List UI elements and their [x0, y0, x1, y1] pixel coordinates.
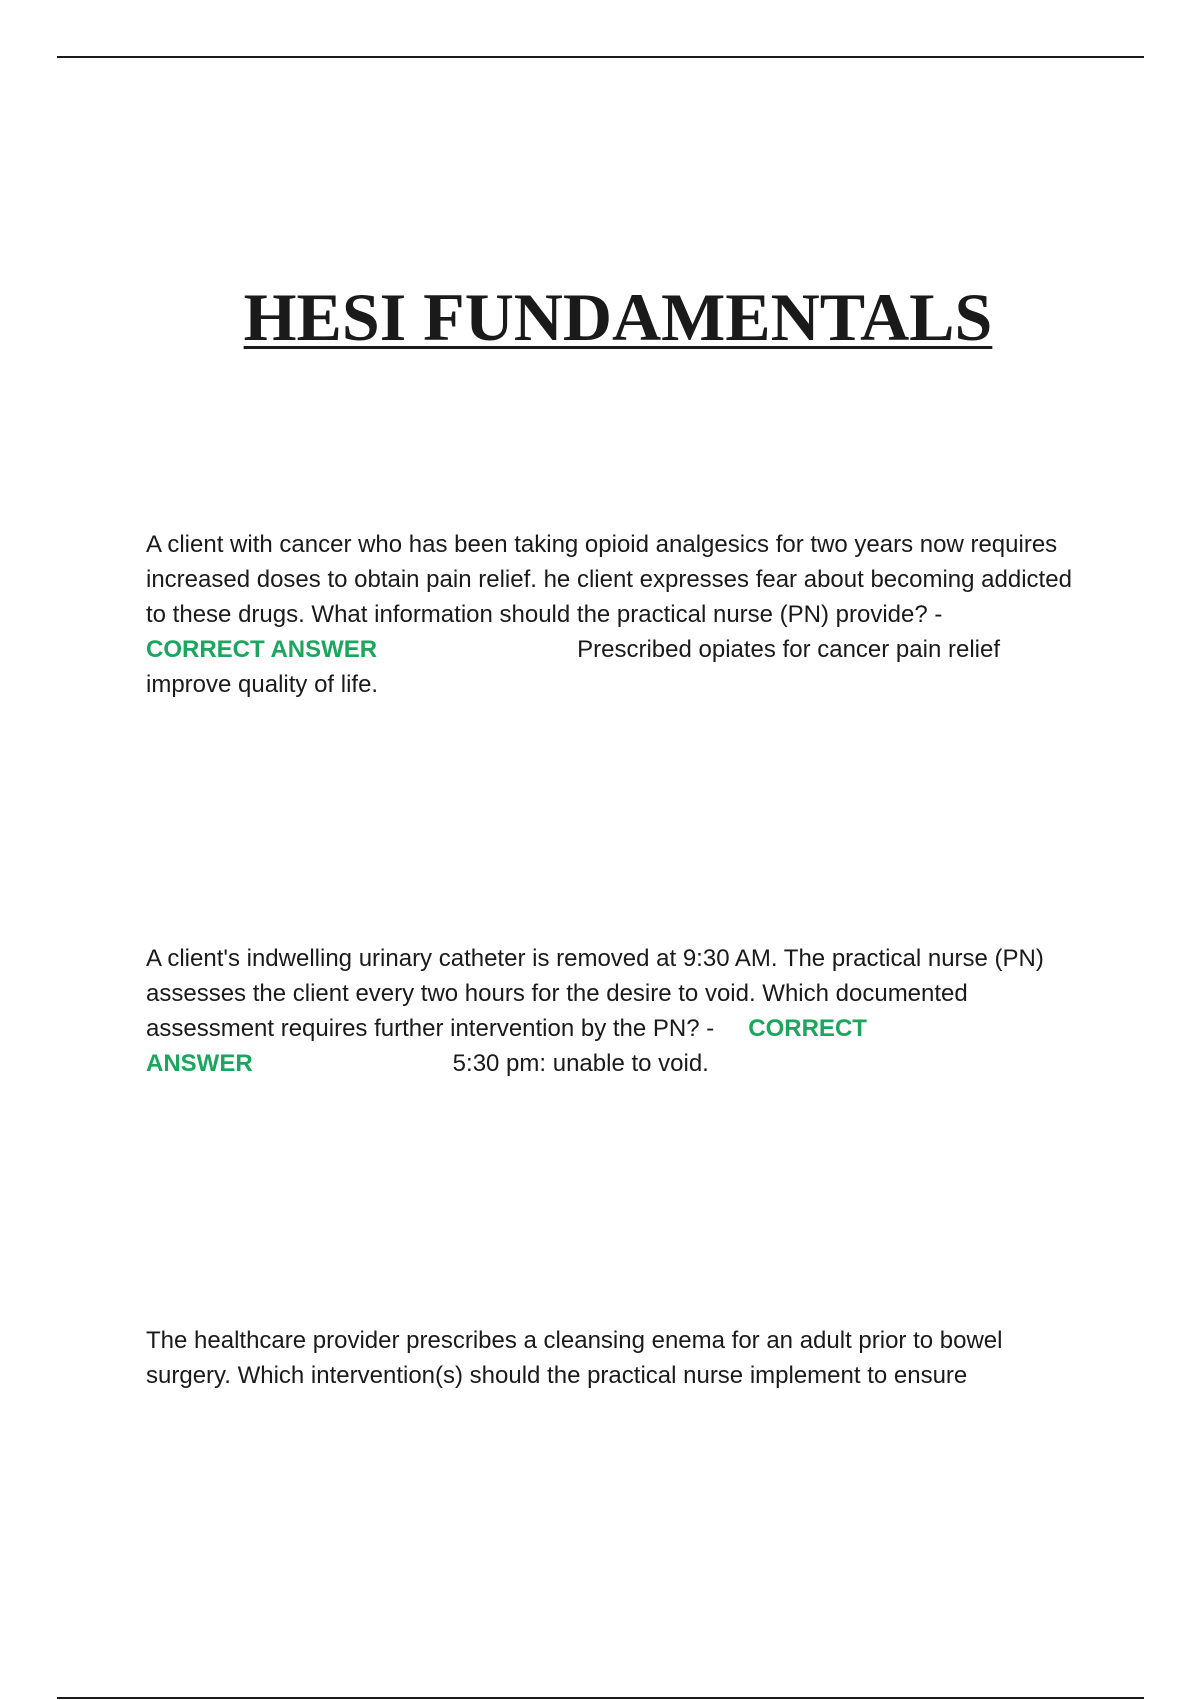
question-text: A client's indwelling urinary catheter is removed at 9:30 AM. The practical nurse (PN) assesses the client every two hours for the desire to void. Which documented assessment requires further intervention by the PN? - — [146, 945, 1044, 1042]
correct-answer-label: CORRECT ANSWER — [146, 636, 378, 663]
question-text: A client with cancer who has been taking opioid analgesics for two years now requires increased doses to obtain pain relief. he client expresses fear about becoming addicted to these drugs. What information should the practical nurse (PN) provide? - — [146, 531, 1072, 628]
question-text: The healthcare provider prescribes a cleansing enema for an adult prior to bowel surgery. Which intervention(s) should the practical nurse implement to ensure — [146, 1327, 1003, 1389]
answer-text: Prescribed opiates for cancer pain relief improve quality of life. — [146, 636, 1000, 698]
answer-text: 5:30 pm: unable to void. — [452, 1050, 709, 1077]
question-block-3 — [146, 1323, 1086, 1393]
question-block-2 — [146, 941, 1086, 1081]
question-block-1 — [146, 527, 1086, 702]
top-rule — [57, 56, 1144, 58]
bottom-rule — [57, 1697, 1144, 1699]
correct-answer-label-line2: ANSWER — [146, 1050, 253, 1077]
correct-answer-label-line1: CORRECT — [748, 1015, 867, 1042]
document-title: HESI FUNDAMENTALS — [243, 279, 993, 355]
